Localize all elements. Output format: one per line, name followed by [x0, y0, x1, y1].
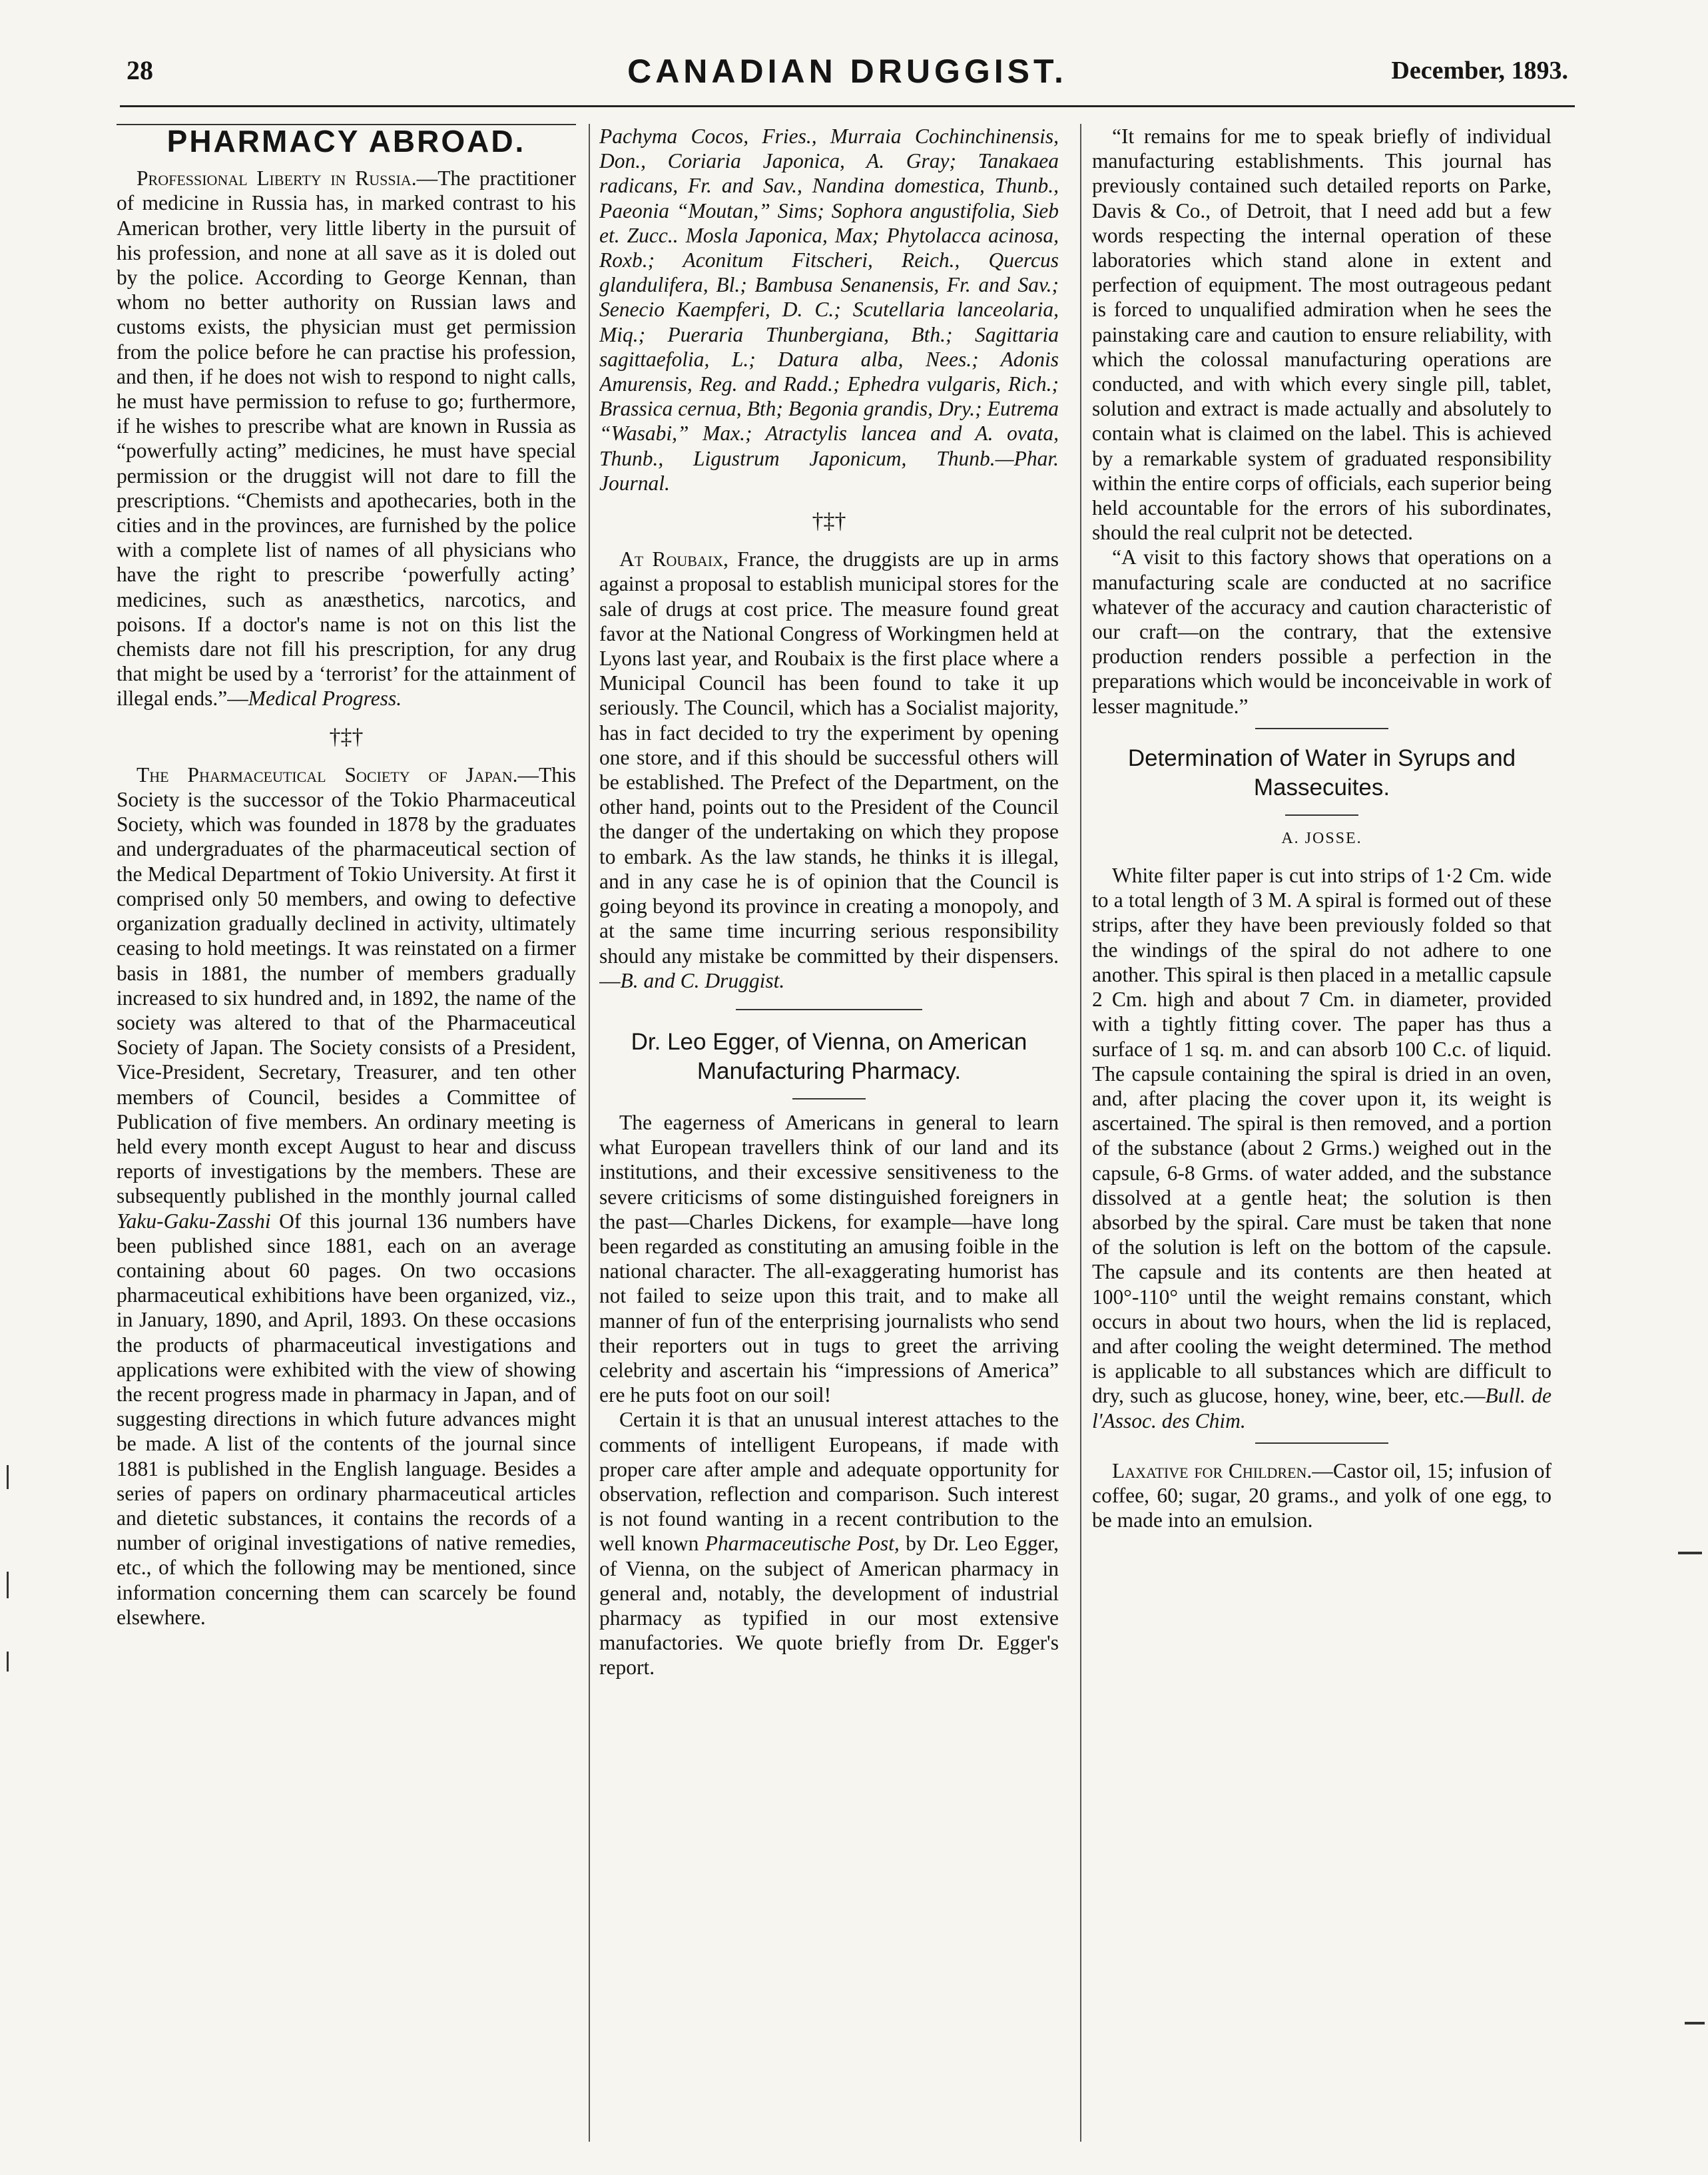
article-body-continued: Of this journal 136 numbers have been published since 1881, each on an average containing about 60 pages. On two occasions pharmaceutical exhibitions have been organized, viz., in January, 1890, and April, 1893. On these occasions the products of pharmaceutical investigations and applications were exhibited with the view of showing the recent progress made in pharmacy in Japan, and of suggesting directions in which future advances might be made. A list of the contents of the journal since 1881 is published in the English language. Besides a series of papers on ordinary pharmaceutical articles and dietetic substances, it contains the records of a number of original investigations of native remedies, etc., of which the following may be mentioned, since information concerning them can scarcely be found elsewhere.: [117, 1209, 576, 1629]
article-japan-continued: [599, 124, 1059, 495]
author-byline: A. JOSSE.: [1281, 829, 1362, 847]
margin-mark: [1678, 1552, 1702, 1554]
column-2: [599, 124, 1059, 2142]
article-source: Bull. de l'Assoc. des Chim.: [1092, 1384, 1552, 1432]
journal-name: Yaku-Gaku-Zasshi: [117, 1209, 271, 1233]
article-divider: [736, 1009, 922, 1010]
article-lead: At Roubaix,: [619, 547, 728, 571]
page-header: [127, 55, 1568, 101]
issue-date: December, 1893.: [1391, 57, 1568, 85]
article-divider: [1255, 728, 1388, 729]
article-laxative: [1092, 1458, 1552, 1533]
column-divider: [1080, 124, 1081, 2142]
plant-list: Pachyma Cocos, Fries., Murraia Cochinchinensis, Don., Coriaria Japonica, A. Gray; Tanakaea radicans, Fr. and Sav., Nandina domestica, Thunb., Paeonia “Moutan,” Sims; Sophora angustifolia, Sieb et. Zucc.. Mosla Japonica, Max; Phytolacca acinosa, Roxb.; Aconitum Fitscheri, Reich., Quercus glandulifera, Bl.; Bambusa Senanensis, Fr. and Sav.; Senecio Kaempferi, D. C.; Scutellaria lanceolaria, Miq.; Pueraria Thunbergiana, Bth.; Sagittaria sagittaefolia, L.; Datura alba, Nees.; Adonis Amurensis, Reg. and Radd.; Ephedra vulgaris, Rich.; Brassica cernua, Bth; Begonia grandis, Dry.; Eutrema “Wasabi,” Max.; Atractylis lancea and A. ovata, Thunb., Ligustrum Japonicum, Thunb.—: [599, 125, 1059, 470]
section-title: PHARMACY ABROAD.: [166, 124, 526, 158]
article-roubaix: [599, 547, 1059, 993]
article-body: White filter paper is cut into strips of 1·2 Cm. wide to a total length of 3 M. A spiral is formed out of these strips, after they have been previously folded so that the windings of the spiral do not adhere to one another. This spiral is then placed in a metallic capsule 2 Cm. high and about 7 Cm. in diameter, provided with a tightly fitting cover. The paper has thus a surface of 1 sq. m. and can absorb 100 C.c. of liquid. The capsule containing the spiral is dried in an oven, and, after placing the cover upon it, its weight is ascertained. The spiral is then removed, and a portion of the substance (about 2 Grms.) weighed out in the capsule, 6-8 Grms. of water added, and the substance dissolved at a gentle heat; the solution is then absorbed by the spiral. Care must be taken that none of the solution is left on the bottom of the capsule. The capsule and its contents are then heated at 100°-110° until the weight remains constant, which occurs in about two hours, when the lid is replaced, and after cooling the weight determined. The method is applicable to all substances which are difficult to dry, such as glucose, honey, wine, beer, etc.—: [1092, 864, 1552, 1408]
article-paragraph: The eagerness of Americans in general to learn what European travellers think of our land and its institutions, and their excessive sensitiveness to the severe criticisms of some distinguished foreigners in the past—Charles Dickens, for example—have long been regarded as constituting an amusing foible in the national character. The all-exaggerating humorist has not failed to seize upon this trait, and to make all manner of fun of the enterprising journalists who send their reporters out in tugs to greet the arriving celebrity and ascertain his “impressions of America” ere he puts foot on our soil!: [599, 1110, 1059, 1407]
page-number: 28: [127, 55, 153, 85]
article-title-syrups: Determination of Water in Syrups and Massecuites.: [1127, 745, 1516, 800]
separator-ornament: †‡†: [329, 724, 364, 749]
article-source: Phar. Journal.: [599, 446, 1059, 495]
column-1: [117, 124, 576, 2142]
article-russia: [117, 166, 576, 711]
margin-mark: [1685, 2022, 1705, 2024]
column-3: [1092, 124, 1552, 2142]
margin-mark: [7, 1465, 9, 1489]
article-japan: [117, 763, 576, 1630]
article-body: France, the druggists are up in arms against a proposal to establish municipal stores for the sale of drugs at cost price. The measure found great favor at the National Congress of Workingmen held at Lyons last year, and Roubaix is the first place where a Municipal Council has been found to take it up seriously. The Council, which has a Socialist majority, has in fact decided to try the experiment by opening one store, and if this should be successful others will be established. The Prefect of the Department, on the other hand, points out to the President of the Council the danger of the undertaking on which they propose to embark. As the law stands, he thinks it is illegal, and in any case he is of opinion that the Council is going beyond its province in creating a monopoly, and at the same time incurring serious responsibility should any mistake be committed by their dispensers.—: [599, 547, 1059, 992]
article-source: B. and C. Druggist.: [620, 968, 785, 992]
header-rule: [120, 105, 1575, 107]
article-body: The practitioner of medicine in Russia has, in marked contrast to his American brother, very little liberty in the pursuit of his profession, and none at all save as it is doled out by the police. According to George Kennan, than whom no better authority on Russian laws and customs exists, the physician must get permission from the police before he can practise his profession, and then, if he does not wish to respond to night calls, he must have permission to refuse to go; furthermore, if he wishes to prescribe what are known in Russia as “powerfully acting” medicines, he must have special permission or the druggist will not dare to fill the prescriptions. “Chemists and apothecaries, both in the cities and in the provinces, are furnished by the police with a complete list of names of all physicians who have the right to prescribe ‘powerfully acting’ medicines, such as anæsthetics, narcotics, and poisons. If a doctor's name is not on this list the chemists dare not fill his prescription, for any drug that might be used by a ‘terrorist’ for the attainment of illegal ends.”—: [117, 166, 576, 711]
article-syrups: [1092, 863, 1552, 1433]
article-paragraph: [599, 1407, 1059, 1680]
separator-ornament: †‡†: [812, 509, 846, 534]
margin-mark: [7, 1572, 9, 1598]
article-body: Castor oil, 15; infusion of coffee, 60; sugar, 20 grams., and yolk of one egg, to be made into an emulsion.: [1092, 1458, 1552, 1532]
margin-mark: [7, 1652, 9, 1672]
title-rule: [792, 1098, 866, 1099]
article-body: This Society is the successor of the Tokio Pharmaceutical Society, which was founded in 1878 by the graduates and undergraduates of the pharmaceutical section of the Medical Department of Tokio University. At first it comprised only 50 members, and owing to defective organization gradually declined in activity, ultimately ceasing to hold meetings. It was reinstated on a firmer basis in 1881, the number of members gradually increased to six hundred and, in 1892, the name of the society was altered to that of the Pharmaceutical Society of Japan. The Society consists of a President, Vice-President, Secretary, Treasurer, and ten other members of Council, besides a Committee of Publication of five members. An ordinary meeting is held every month except August to hear and discuss reports of investigations by the members. These are subsequently published in the monthly journal called: [117, 763, 576, 1208]
article-lead: Professional Liberty in Russia.—: [137, 166, 438, 190]
article-divider: [1255, 1442, 1388, 1444]
article-lead: Laxative for Children.—: [1112, 1458, 1333, 1482]
article-source: Medical Progress.: [248, 687, 402, 711]
column-divider: [589, 124, 590, 2142]
journal-title: CANADIAN DRUGGIST.: [627, 53, 1067, 90]
article-text: Certain it is that an unusual interest attaches to the comments of intelligent Europeans, if made with proper care after ample and adequate opportunity for observation, reflection and comparison. Such interest is not found wanting in a recent contribution to the well known: [599, 1408, 1059, 1556]
journal-name: Pharmaceutische Post,: [705, 1532, 900, 1556]
title-rule: [1285, 814, 1358, 816]
article-title-egger: Dr. Leo Egger, of Vienna, on American Manufacturing Pharmacy.: [631, 1028, 1027, 1084]
article-paragraph: “A visit to this factory shows that operations on a manufacturing scale are conducted at no sacrifice whatever of the accuracy and caution characteristic of our craft—on the contrary, that the extensive production renders possible a perfection in the preparations which would be inconceivable in work of lesser magnitude.”: [1092, 545, 1552, 718]
article-paragraph: “It remains for me to speak briefly of individual manufacturing establishments. This journal has previously contained such detailed reports on Parke, Davis & Co., of Detroit, that I need add but a few words respecting the internal operation of these laboratories which stand alone in extent and perfection of equipment. The most outrageous pedant is forced to unqualified admiration when he sees the painstaking care and caution to ensure reliability, with which the colossal manufacturing operations are conducted, and with which every single pill, tablet, solution and extract is made actually and absolutely to contain what is claimed on the label. This is achieved by a remarkable system of graduated responsibility within the entire corps of officials, each superior being held accountable for the errors of his subordinates, should the real culprit not be detected.: [1092, 125, 1552, 545]
article-text: by Dr. Leo Egger, of Vienna, on the subject of American pharmacy in general and, notably, the development of industrial pharmacy as typified in our most extensive manufactories. We quote briefly from Dr. Egger's report.: [599, 1532, 1059, 1680]
article-lead: The Pharmaceutical Society of Japan.—: [137, 763, 539, 786]
